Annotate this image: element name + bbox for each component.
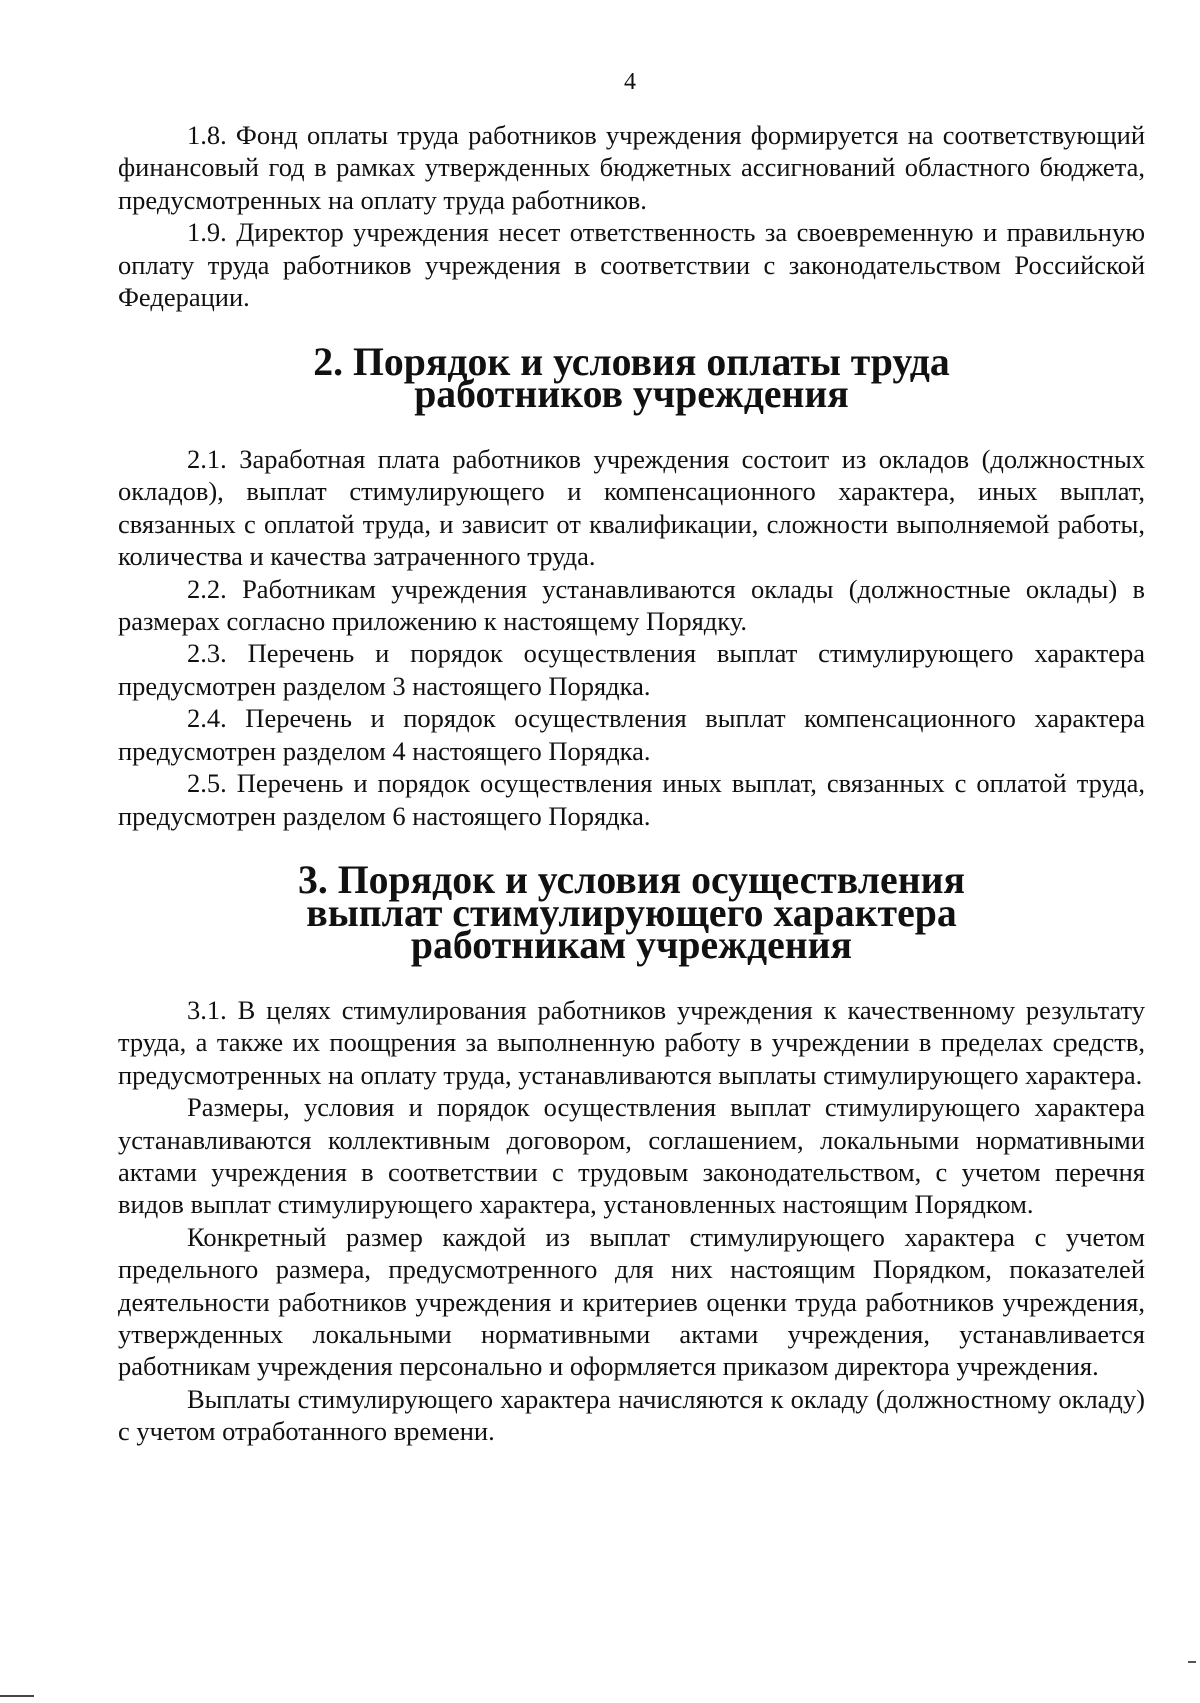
section-3-title-line-2: выплат стимулирующего характера	[306, 890, 957, 935]
paragraph-3-sizes: Размеры, условия и порядок осуществления выплат стимулирующего характера устанавливаются коллективным договором, соглашением, локальными нормативными актами учреждения в соответствии с трудовым законодательством, с учетом перечня видов выплат стимулирующего характера, установленных настоящим Порядком.	[118, 1092, 1145, 1220]
section-2-heading	[118, 339, 1145, 417]
section-3-title-line-3: работникам учреждения	[410, 923, 853, 968]
document-body	[118, 119, 1145, 1448]
paragraph-1-9: 1.9. Директор учреждения несет ответственность за своевременную и правильную оплату труда работников учреждения в соответствии с законодательством Российской Федерации.	[118, 217, 1145, 313]
section-2-title-line-2: работников учреждения	[414, 372, 849, 417]
section-3-heading	[118, 858, 1145, 968]
paragraph-2-2: 2.2. Работникам учреждения устанавливаются оклады (должностные оклады) в размерах согласно приложению к настоящему Порядку.	[118, 573, 1145, 637]
paragraph-3-specific-size: Конкретный размер каждой из выплат стимулирующего характера с учетом предельного размера, предусмотренного для них настоящим Порядком, показателей деятельности работников учреждения и критериев оценки труда работников учреждения, утвержденных локальными нормативными актами учреждения, устанавливается работникам учреждения персонально и оформляется приказом директора учреждения.	[118, 1221, 1145, 1382]
paragraph-2-1: 2.1. Заработная плата работников учреждения состоит из окладов (должностных окладов), выплат стимулирующего и компенсационного характера, иных выплат, связанных с оплатой труда, и зависит от квалификации, сложности выполняемой работы, количества и качества затраченного труда.	[118, 444, 1145, 572]
scan-edge-mark	[0, 1695, 34, 1697]
paragraph-3-accrual: Выплаты стимулирующего характера начисляются к окладу (должностному окладу) с учетом отработанного времени.	[118, 1383, 1145, 1447]
paragraph-2-5: 2.5. Перечень и порядок осуществления иных выплат, связанных с оплатой труда, предусмотрен разделом 6 настоящего Порядка.	[118, 768, 1145, 831]
section-2-title-line-1: 2. Порядок и условия оплаты труда	[313, 339, 950, 384]
section-3-title-line-1: 3. Порядок и условия осуществления	[297, 858, 966, 903]
paragraph-1-8: 1.8. Фонд оплаты труда работников учреждения формируется на соответствующий финансовый год в рамках утвержденных бюджетных ассигнований областного бюджета, предусмотренных на оплату труда работников.	[118, 120, 1145, 215]
paragraph-2-3: 2.3. Перечень и порядок осуществления выплат стимулирующего характера предусмотрен разделом 3 настоящего Порядка.	[118, 638, 1145, 701]
page-number: 4	[624, 69, 636, 95]
scan-edge-mark-right	[1188, 1661, 1196, 1663]
paragraph-2-4: 2.4. Перечень и порядок осуществления выплат компенсационного характера предусмотрен разделом 4 настоящего Порядка.	[118, 703, 1145, 766]
paragraph-3-1: 3.1. В целях стимулирования работников учреждения к качественному результату труда, а также их поощрения за выполненную работу в учреждении в пределах средств, предусмотренных на оплату труда, устанавливаются выплаты стимулирующего характера.	[118, 994, 1145, 1090]
